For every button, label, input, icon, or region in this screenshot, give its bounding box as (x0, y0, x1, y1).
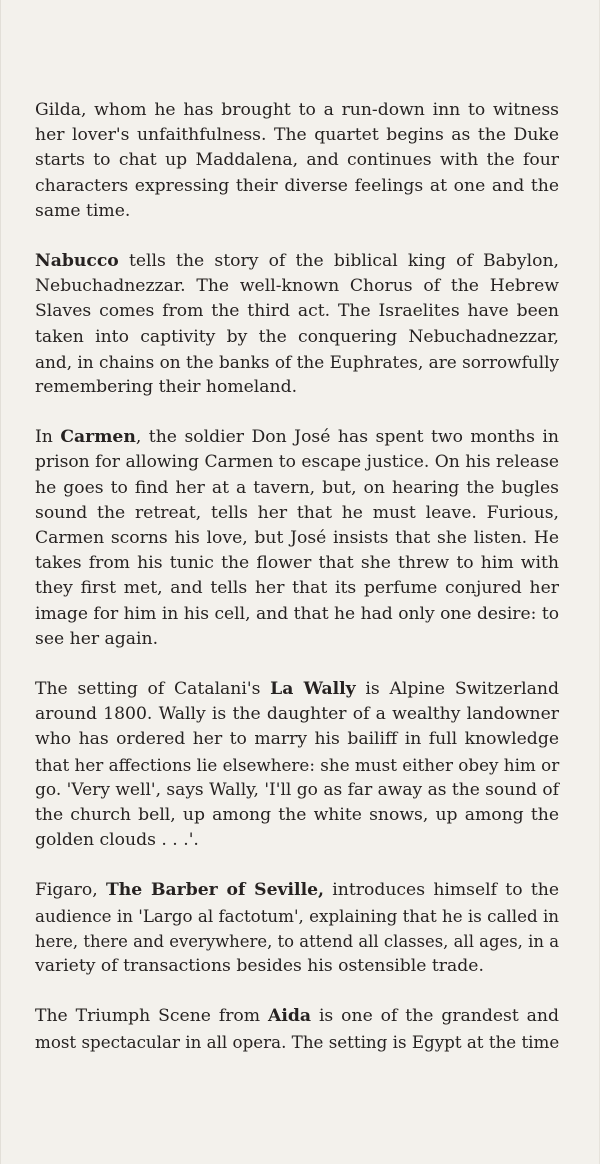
paragraph (35, 425, 559, 652)
text-segment: golden clouds . . .'. (35, 830, 199, 851)
text-line (35, 123, 559, 148)
body-text (35, 98, 559, 1080)
text-segment: is one of the grandest and (311, 1006, 559, 1027)
paragraph (35, 249, 559, 400)
title-emphasis: Nabucco (35, 251, 119, 272)
text-segment: The setting of Catalani's (35, 679, 271, 700)
text-segment: Figaro, (35, 880, 106, 901)
text-line (35, 904, 559, 929)
text-segment: Nebuchadnezzar. The well-known Chorus of the Hebrew (35, 276, 559, 297)
text-segment: In (35, 427, 61, 448)
text-segment: here, there and everywhere, to attend all classes, all ages, in a (35, 931, 559, 951)
text-segment: sound the retreat, tells her that he must leave. Furious, (35, 502, 559, 523)
text-segment: they first met, and tells her that its perfume conjured her (35, 578, 559, 599)
text-segment: her lover's unfaithfulness. The quartet begins as the Duke (35, 125, 559, 146)
text-segment: introduces himself to the (324, 880, 559, 901)
text-line (35, 174, 559, 199)
text-segment: starts to chat up Maddalena, and continues with the four (35, 150, 559, 171)
text-segment: prison for allowing Carmen to escape justice. On his release (35, 452, 559, 473)
text-segment: go. 'Very well', says Wally, 'I'll go as far away as the sound of (35, 779, 559, 800)
text-segment: that her affections lie elsewhere: she must either obey him or (35, 754, 560, 775)
text-line (35, 702, 559, 727)
text-segment: Gilda, whom he has brought to a run-down inn to witness (35, 100, 559, 120)
text-line (35, 753, 559, 778)
text-line (35, 526, 559, 551)
text-line (35, 325, 559, 350)
text-line (35, 350, 559, 375)
paragraph (35, 1004, 559, 1054)
text-line (35, 929, 559, 954)
text-segment: , the soldier Don José has spent two months in (135, 427, 559, 448)
paragraph (35, 98, 559, 224)
text-segment: he goes to find her at a tavern, but, on hearing the bugles (35, 477, 559, 498)
text-line (35, 778, 559, 803)
text-line (35, 727, 559, 752)
text-segment: most spectacular in all opera. The setting is Egypt at the time (35, 1032, 560, 1052)
text-line (35, 98, 559, 123)
text-segment: Slaves comes from the third act. The Israelites have been (35, 301, 559, 322)
text-line (35, 828, 559, 853)
text-line (35, 375, 559, 400)
text-line (35, 1004, 559, 1029)
text-segment: the church bell, up among the white snows, up among the (35, 805, 559, 826)
paragraph (35, 677, 559, 853)
title-emphasis: Carmen (60, 427, 136, 448)
title-emphasis: Aida (268, 1006, 312, 1027)
text-line (35, 1030, 559, 1055)
text-segment: around 1800. Wally is the daughter of a wealthy landowner (35, 704, 559, 725)
text-segment: tells the story of the biblical king of Babylon, (118, 251, 559, 272)
text-segment: is Alpine Switzerland (355, 679, 559, 700)
text-segment: image for him in his cell, and that he had only one desire: to (35, 603, 559, 624)
text-segment: taken into captivity by the conquering Nebuchadnezzar, (35, 326, 559, 347)
text-line (35, 803, 559, 828)
text-segment: takes from his tunic the flower that she threw to him with (35, 553, 559, 574)
text-segment: see her again. (35, 628, 159, 649)
text-line (35, 249, 559, 274)
title-emphasis: The Barber of Seville, (105, 880, 325, 901)
text-segment: characters expressing their diverse feelings at one and the (35, 175, 559, 196)
paragraph (35, 878, 559, 979)
text-segment: variety of transactions besides his ostensible trade. (35, 956, 484, 977)
text-line (35, 148, 559, 173)
text-segment: same time. (35, 200, 131, 221)
text-line (35, 425, 559, 450)
text-line (35, 199, 559, 224)
text-segment: remembering their homeland. (35, 377, 298, 398)
text-line (35, 450, 559, 475)
text-line (35, 627, 559, 652)
text-line (35, 677, 559, 702)
text-line (35, 878, 559, 903)
text-line (35, 476, 559, 501)
text-segment: Carmen scorns his love, but José insists that she listen. He (35, 528, 559, 549)
text-line (35, 299, 559, 324)
text-line (35, 954, 559, 979)
text-segment: who has ordered her to marry his bailiff in full knowledge (35, 729, 559, 750)
text-line (35, 576, 559, 601)
text-segment: and, in chains on the banks of the Euphrates, are sorrowfully (35, 351, 560, 372)
text-line (35, 501, 559, 526)
text-line (35, 602, 559, 627)
text-line (35, 551, 559, 576)
title-emphasis: La Wally (270, 679, 356, 700)
text-segment: The Triumph Scene from (35, 1006, 268, 1027)
text-segment: audience in 'Largo al factotum', explaining that he is called in (35, 906, 560, 926)
text-line (35, 274, 559, 299)
